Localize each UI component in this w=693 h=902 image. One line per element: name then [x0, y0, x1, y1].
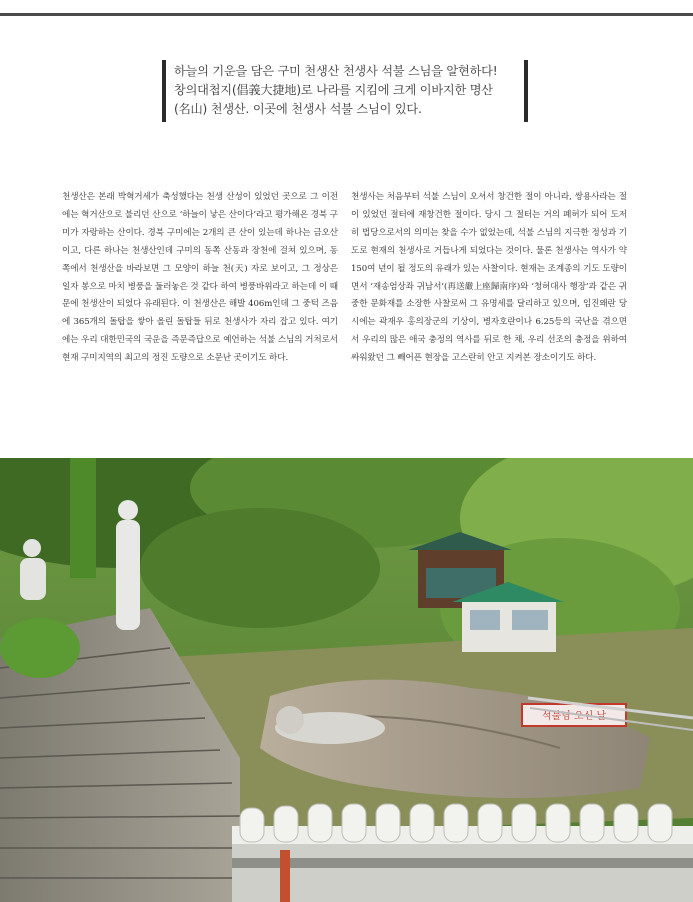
pull-quote-line-1: 하늘의 기운을 담은 구미 천생산 천생사 석불 스님을 알현하다! [174, 64, 498, 78]
temple-photo [0, 458, 693, 902]
body-column-left: 천생산은 본래 박혁거세가 축성했다는 천생 산성이 있었던 곳으로 그 이전에는 혁거산으로 불리던 산으로 ‘하늘이 낳은 산이다’라고 평가해온 경북 구미가 자랑하는 산이다. 경북 구미에는 2개의 큰 산이 있는데 하나는 금오산이고, 다른 하나는 천생산인데 구미의 동쪽 산동과 장천에 걸쳐 있으며, 동쪽에서 천생산을 바라보면 그 모양이 하늘 천(天) 자로 보이고, 그 정상은 일자 봉으로 마치 병풍을 둘러놓은 것 같다 하여 병풍바위라고 하는데 이 때문에 천생산이 되었다 유래된다. 이 천생산은 해발 406m인데 그 중턱 즈음에 365개의 돌탑을 쌓아 올린 돌탑들 뒤로 천생사가 자리 잡고 있다. 여기에는 우리 대한민국의 국운을 즉문즉답으로 예언하는 석불 스님의 거처로서 현재 구미지역의 최고의 정진 도량으로 소문난 곳이기도 하다. [62, 192, 338, 364]
body-column-right: 천생사는 처음부터 석불 스님이 오셔서 창건한 절이 아니라, 쌍용사라는 절이 있었던 절터에 재창건한 절이다. 당시 그 절터는 거의 폐허가 되어 도저히 법당으로서의 의미는 찾을 수가 없었는데, 석불 스님의 지극한 정성과 기도로 현재의 천생사로 거듭나게 되었다는 것이다. 물론 천생사는 역사가 약 150여 년이 될 정도의 유래가 있는 사찰이다. 현재는 조계종의 기도 도량이면서 ‘재송엄상좌 귀남서’(再送嚴上座歸南序)와 ‘청허대사 행장’과 같은 귀중한 문화재를 소장한 사찰로써 그 유명세를 달리하고 있으며, 임진왜란 당시에는 곽재우 홍의장군의 기상이, 병자호란이나 6.25등의 국난을 겪으면서 우리의 많은 애국 충정의 역사를 뒤로 한 채, 우리 선조의 충정을 위하여 싸워왔던 그 빼어픈 현장을 고스란히 안고 지켜본 장소이기도 하다. [351, 192, 627, 364]
pull-quote-bar-right [524, 60, 528, 122]
pull-quote-text [174, 62, 518, 119]
pull-quote [162, 60, 528, 122]
pull-quote-line-3: (名山) 천생산. 이곳에 천생사 석불 스님이 있다. [174, 102, 422, 116]
event-banner-text: 석불님 오신 날 [541, 711, 607, 722]
pull-quote-bar-left [162, 60, 166, 122]
pull-quote-line-2: 창의대첩지(倡義大捷地)로 나라를 지킴에 크게 이바지한 명산 [174, 83, 493, 97]
top-rule [0, 13, 693, 16]
